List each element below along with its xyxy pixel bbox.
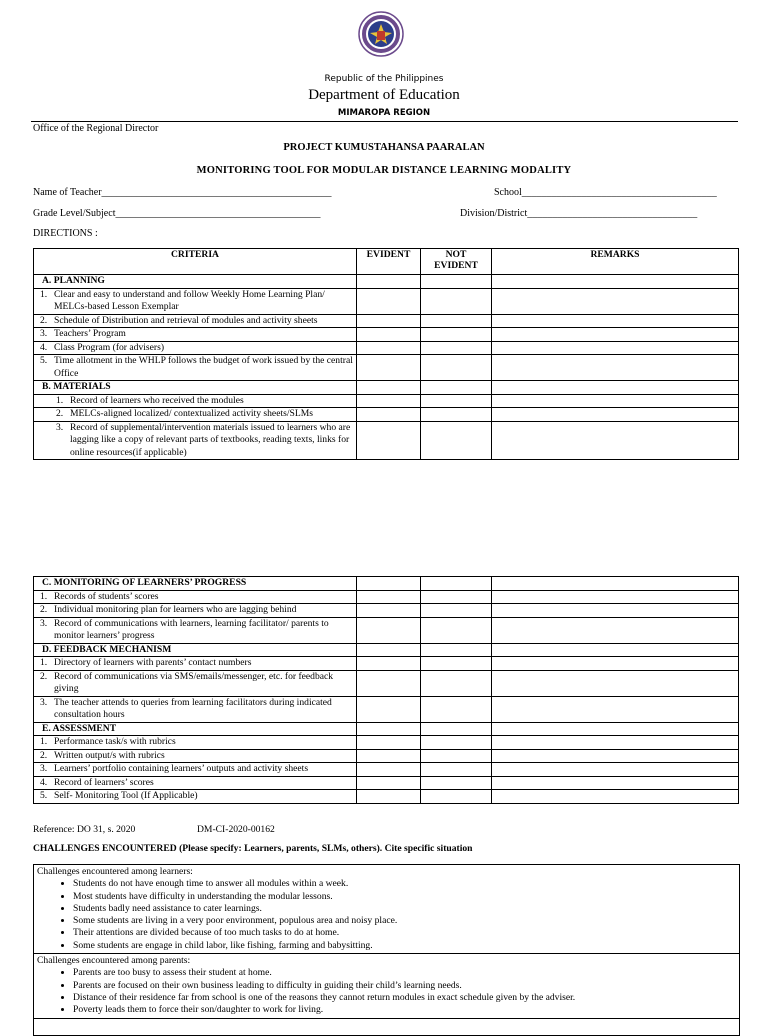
item-number: 3. — [56, 421, 64, 433]
criteria-row — [34, 749, 739, 763]
criteria-row — [34, 421, 739, 460]
remarks-cell[interactable] — [492, 421, 739, 460]
project-title: PROJECT KUMUSTAHANSA PAARALAN — [283, 142, 485, 153]
not-evident-cell[interactable] — [421, 617, 492, 643]
evident-cell[interactable] — [357, 421, 421, 460]
not-evident-cell[interactable] — [421, 341, 492, 355]
section-title: A. PLANNING — [34, 275, 357, 289]
challenge-item: • Poverty leads them to force their son/daughter to work for living. — [73, 1004, 736, 1016]
item-text: MELCs-aligned localized/ contextualized activity sheets/SLMs — [70, 408, 313, 419]
challenges-title: CHALLENGES ENCOUNTERED (Please specify: Learners, parents, SLMs, others). Cite specific situation — [33, 843, 473, 854]
evident-cell[interactable] — [357, 696, 421, 722]
remarks-cell[interactable] — [492, 328, 739, 342]
criteria-row — [34, 776, 739, 790]
item-text: Performance task/s with rubrics — [54, 736, 176, 747]
evident-cell[interactable] — [357, 763, 421, 777]
criteria-item — [34, 617, 357, 643]
remarks-cell[interactable] — [492, 657, 739, 671]
remarks-cell[interactable] — [492, 381, 739, 395]
not-evident-cell[interactable] — [421, 421, 492, 460]
not-evident-cell[interactable] — [421, 288, 492, 314]
challenge-list — [37, 967, 736, 1016]
item-number: 3. — [40, 696, 48, 708]
criteria-item — [34, 288, 357, 314]
criteria-row — [34, 355, 739, 381]
remarks-cell[interactable] — [492, 670, 739, 696]
section-title: E. ASSESSMENT — [34, 722, 357, 736]
not-evident-cell[interactable] — [421, 643, 492, 657]
challenge-item: • Students do not have enough time to answer all modules within a week. — [73, 878, 736, 890]
criteria-row — [34, 657, 739, 671]
item-text: Records of students’ scores — [54, 590, 159, 602]
not-evident-cell[interactable] — [421, 328, 492, 342]
criteria-row — [34, 670, 739, 696]
republic-text: Republic of the Philippines — [324, 74, 444, 84]
evident-cell[interactable] — [357, 657, 421, 671]
region-text: MIMAROPA REGION — [337, 108, 431, 118]
criteria-row — [34, 288, 739, 314]
item-text: Record of communications via SMS/emails/messenger, etc. for feedback giving — [54, 670, 334, 694]
criteria-item — [34, 749, 357, 763]
challenge-item: • Most students have difficulty in understanding the modular lessons. — [73, 891, 736, 903]
remarks-cell[interactable] — [492, 275, 739, 289]
criteria-item — [34, 341, 357, 355]
item-number: 5. — [40, 355, 48, 366]
item-number: 3. — [40, 763, 48, 774]
criteria-item — [34, 328, 357, 342]
challenge-group — [34, 954, 739, 1018]
remarks-cell[interactable] — [492, 604, 739, 618]
criteria-body-bottom — [34, 577, 739, 804]
not-evident-cell[interactable] — [421, 722, 492, 736]
evident-cell[interactable] — [357, 275, 421, 289]
item-number: 2. — [56, 408, 64, 419]
challenge-item: • Their attentions are divided because of too much tasks to do at home. — [73, 927, 736, 939]
office-text: Office of the Regional Director — [33, 123, 159, 134]
criteria-row — [34, 341, 739, 355]
deped-seal-logo — [358, 11, 404, 57]
item-text: Time allotment in the WHLP follows the budget of work issued by the central Office — [54, 355, 353, 379]
not-evident-cell[interactable] — [421, 776, 492, 790]
tool-title: MONITORING TOOL FOR MODULAR DISTANCE LEARNING MODALITY — [196, 165, 572, 176]
challenge-item: • Parents are focused on their own business leading to difficulty in guiding their child’s learning needs. — [73, 980, 736, 992]
school-field[interactable]: School_______________________________________ — [494, 187, 717, 198]
remarks-cell[interactable] — [492, 696, 739, 722]
challenges-box — [33, 864, 740, 1036]
section-title: C. MONITORING OF LEARNERS’ PROGRESS — [34, 577, 357, 591]
criteria-body-top — [34, 275, 739, 460]
criteria-row — [34, 408, 739, 422]
criteria-row — [34, 604, 739, 618]
grade-field[interactable]: Grade Level/Subject_________________________________________ — [33, 208, 321, 219]
item-text: Record of learners who received the modules — [70, 394, 244, 406]
item-number: 2. — [40, 604, 48, 615]
remarks-cell[interactable] — [492, 590, 739, 604]
criteria-item — [34, 696, 357, 722]
not-evident-cell[interactable] — [421, 763, 492, 777]
challenge-list — [37, 878, 736, 952]
criteria-row — [34, 328, 739, 342]
item-number: 1. — [40, 288, 48, 300]
item-number: 1. — [40, 590, 48, 602]
item-number: 1. — [40, 736, 48, 747]
header-divider — [31, 121, 738, 122]
evident-cell[interactable] — [357, 749, 421, 763]
evident-cell[interactable] — [357, 314, 421, 328]
not-evident-cell[interactable] — [421, 670, 492, 696]
evident-cell[interactable] — [357, 670, 421, 696]
not-evident-header: NOT EVIDENT — [421, 249, 492, 275]
evident-cell[interactable] — [357, 577, 421, 591]
division-field[interactable]: Division/District__________________________________ — [460, 208, 698, 219]
evident-cell[interactable] — [357, 776, 421, 790]
section-row — [34, 722, 739, 736]
evident-cell[interactable] — [357, 617, 421, 643]
item-text: Teachers’ Program — [54, 328, 126, 339]
challenge-heading: Challenges encountered among learners: — [37, 866, 193, 877]
evident-cell[interactable] — [357, 288, 421, 314]
criteria-item — [34, 776, 357, 790]
remarks-cell[interactable] — [492, 341, 739, 355]
evident-header: EVIDENT — [357, 249, 421, 275]
not-evident-cell[interactable] — [421, 275, 492, 289]
not-evident-cell[interactable] — [421, 408, 492, 422]
item-number: 1. — [40, 657, 48, 668]
item-text: Record of supplemental/intervention materials issued to learners who are lagging like a copy of relevant parts of textbooks, reading texts, links for online resources(if applicable) — [70, 421, 351, 458]
reference-code: DM-CI-2020-00162 — [197, 824, 275, 835]
criteria-row — [34, 763, 739, 777]
criteria-item — [34, 670, 357, 696]
not-evident-cell[interactable] — [421, 577, 492, 591]
evident-cell[interactable] — [357, 341, 421, 355]
evident-cell[interactable] — [357, 328, 421, 342]
criteria-item — [34, 394, 357, 408]
remarks-cell[interactable] — [492, 314, 739, 328]
remarks-header: REMARKS — [492, 249, 739, 275]
item-text: Class Program (for advisers) — [54, 341, 165, 353]
item-text: Self- Monitoring Tool (If Applicable) — [54, 790, 198, 801]
reference-text: Reference: DO 31, s. 2020 — [33, 824, 136, 835]
criteria-item — [34, 604, 357, 618]
section-row — [34, 643, 739, 657]
challenge-item: • Some students are living in a very poor environment, populous area and noisy place. — [73, 915, 736, 927]
item-text: The teacher attends to queries from learning facilitators during indicated consultation hours — [54, 696, 332, 720]
criteria-item — [34, 590, 357, 604]
not-evident-cell[interactable] — [421, 749, 492, 763]
not-evident-cell[interactable] — [421, 790, 492, 804]
evident-cell[interactable] — [357, 408, 421, 422]
remarks-cell[interactable] — [492, 790, 739, 804]
challenge-item: • Distance of their residence far from school is one of the reasons they cannot return modules in exact schedule given by the adviser. — [73, 992, 736, 1004]
item-text: Directory of learners with parents’ contact numbers — [54, 657, 252, 668]
criteria-item — [34, 408, 357, 422]
teacher-field[interactable]: Name of Teacher______________________________________________ — [33, 187, 332, 198]
remarks-cell[interactable] — [492, 643, 739, 657]
item-text: Clear and easy to understand and follow Weekly Home Learning Plan/ MELCs-based Lesson Exemplar — [54, 288, 325, 312]
not-evident-cell[interactable] — [421, 394, 492, 408]
criteria-item — [34, 421, 357, 460]
item-number: 4. — [40, 776, 48, 788]
item-number: 2. — [40, 670, 48, 682]
item-text: Record of communications with learners, learning facilitator/ parents to monitor learners’ progress — [54, 617, 329, 641]
item-text: Learners’ portfolio containing learners’ outputs and activity sheets — [54, 763, 309, 774]
item-number: 2. — [40, 749, 48, 761]
not-evident-cell[interactable] — [421, 604, 492, 618]
not-evident-cell[interactable] — [421, 736, 492, 750]
challenge-item: • Students badly need assistance to cater learnings. — [73, 903, 736, 915]
criteria-item — [34, 314, 357, 328]
criteria-row — [34, 394, 739, 408]
section-row — [34, 381, 739, 395]
remarks-cell[interactable] — [492, 288, 739, 314]
item-text: Individual monitoring plan for learners who are lagging behind — [54, 604, 297, 615]
remarks-cell[interactable] — [492, 355, 739, 381]
remarks-cell[interactable] — [492, 394, 739, 408]
criteria-item — [34, 657, 357, 671]
item-number: 5. — [40, 790, 48, 801]
evident-cell[interactable] — [357, 590, 421, 604]
criteria-item — [34, 355, 357, 381]
remarks-cell[interactable] — [492, 749, 739, 763]
remarks-cell[interactable] — [492, 722, 739, 736]
criteria-row — [34, 617, 739, 643]
evident-cell[interactable] — [357, 722, 421, 736]
item-number: 4. — [40, 341, 48, 353]
evident-cell[interactable] — [357, 381, 421, 395]
criteria-row — [34, 696, 739, 722]
not-evident-cell[interactable] — [421, 590, 492, 604]
not-evident-cell[interactable] — [421, 696, 492, 722]
remarks-cell[interactable] — [492, 776, 739, 790]
remarks-cell[interactable] — [492, 577, 739, 591]
section-row — [34, 577, 739, 591]
remarks-cell[interactable] — [492, 736, 739, 750]
evident-cell[interactable] — [357, 604, 421, 618]
remarks-cell[interactable] — [492, 617, 739, 643]
evident-cell[interactable] — [357, 355, 421, 381]
criteria-row — [34, 790, 739, 804]
criteria-item — [34, 763, 357, 777]
not-evident-cell[interactable] — [421, 381, 492, 395]
challenge-heading: Challenges encountered among parents: — [37, 955, 191, 967]
item-number: 3. — [40, 617, 48, 629]
criteria-row — [34, 590, 739, 604]
criteria-row — [34, 314, 739, 328]
criteria-row — [34, 736, 739, 750]
evident-cell[interactable] — [357, 394, 421, 408]
challenge-item: • Some students are engage in child labor, like fishing, farming and babysitting. — [73, 940, 736, 952]
evident-cell[interactable] — [357, 643, 421, 657]
criteria-item — [34, 736, 357, 750]
section-title: D. FEEDBACK MECHANISM — [34, 643, 357, 657]
evident-cell[interactable] — [357, 790, 421, 804]
department-title: Department of Education — [308, 87, 460, 103]
criteria-header: CRITERIA — [34, 249, 357, 275]
challenge-item: • Parents are too busy to assess their student at home. — [73, 967, 736, 979]
not-evident-cell[interactable] — [421, 355, 492, 381]
remarks-cell[interactable] — [492, 408, 739, 422]
criteria-table-top — [33, 248, 739, 460]
criteria-item — [34, 790, 357, 804]
section-title: B. MATERIALS — [34, 381, 357, 395]
item-number: 2. — [40, 314, 48, 326]
item-number: 3. — [40, 328, 48, 339]
item-text: Schedule of Distribution and retrieval of modules and activity sheets — [54, 314, 318, 326]
item-text: Written output/s with rubrics — [54, 749, 165, 761]
item-text: Record of learners’ scores — [54, 776, 154, 788]
criteria-table-bottom — [33, 576, 739, 804]
not-evident-cell[interactable] — [421, 314, 492, 328]
directions-label: DIRECTIONS : — [33, 228, 98, 239]
not-evident-cell[interactable] — [421, 657, 492, 671]
item-number: 1. — [56, 394, 64, 406]
remarks-cell[interactable] — [492, 763, 739, 777]
evident-cell[interactable] — [357, 736, 421, 750]
challenge-group — [34, 865, 739, 954]
section-row — [34, 275, 739, 289]
